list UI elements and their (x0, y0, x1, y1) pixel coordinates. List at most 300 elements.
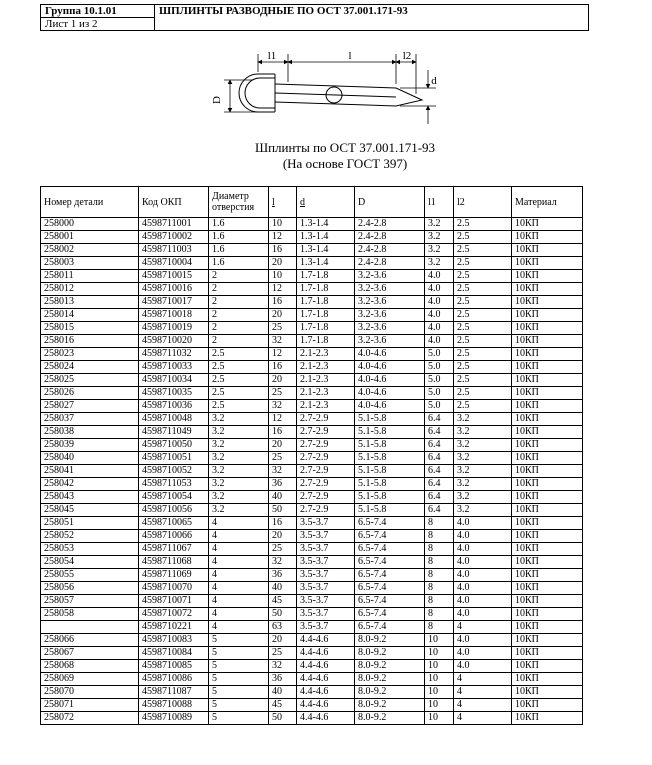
cell-okp-code: 4598710056 (139, 504, 209, 517)
cell-D: 6.5-7.4 (355, 530, 425, 543)
cell-d: 1.3-1.4 (297, 257, 355, 270)
cell-length: 16 (269, 296, 297, 309)
cell-D: 5.1-5.8 (355, 491, 425, 504)
cell-l1: 3.2 (425, 231, 454, 244)
cell-l2: 4.0 (454, 556, 512, 569)
cell-l2: 4.0 (454, 647, 512, 660)
cell-l2: 2.5 (454, 348, 512, 361)
cell-hole-diameter: 2 (209, 322, 269, 335)
table-row (41, 660, 583, 673)
table-row (41, 608, 583, 621)
cell-l1: 5.0 (425, 387, 454, 400)
cell-okp-code: 4598710018 (139, 309, 209, 322)
table-row (41, 699, 583, 712)
cell-d: 2.7-2.9 (297, 452, 355, 465)
cell-hole-diameter: 1.6 (209, 231, 269, 244)
cell-material: 10КП (512, 439, 583, 452)
cell-part-number: 258014 (41, 309, 139, 322)
cell-length: 12 (269, 283, 297, 296)
cell-hole-diameter: 3.2 (209, 439, 269, 452)
cell-part-number: 258039 (41, 439, 139, 452)
cell-d: 4.4-4.6 (297, 699, 355, 712)
cell-length: 40 (269, 491, 297, 504)
cell-l1: 6.4 (425, 452, 454, 465)
cell-l1: 6.4 (425, 478, 454, 491)
cell-hole-diameter: 1.6 (209, 257, 269, 270)
cell-length: 45 (269, 595, 297, 608)
cell-hole-diameter: 4 (209, 556, 269, 569)
cell-part-number: 258023 (41, 348, 139, 361)
cell-part-number: 258038 (41, 426, 139, 439)
cell-length: 63 (269, 621, 297, 634)
cell-okp-code: 4598711032 (139, 348, 209, 361)
label-d: d (431, 75, 437, 87)
cell-part-number: 258042 (41, 478, 139, 491)
cell-part-number: 258024 (41, 361, 139, 374)
cell-d: 3.5-3.7 (297, 569, 355, 582)
table-row (41, 348, 583, 361)
cell-okp-code: 4598710033 (139, 361, 209, 374)
cell-hole-diameter: 2.5 (209, 361, 269, 374)
cell-okp-code: 4598710086 (139, 673, 209, 686)
cell-l2: 2.5 (454, 335, 512, 348)
cell-D: 5.1-5.8 (355, 504, 425, 517)
table-row (41, 491, 583, 504)
cell-D: 6.5-7.4 (355, 543, 425, 556)
cell-D: 5.1-5.8 (355, 478, 425, 491)
cell-l1: 3.2 (425, 218, 454, 231)
cell-length: 32 (269, 400, 297, 413)
cell-l1: 6.4 (425, 413, 454, 426)
cell-okp-code: 4598710020 (139, 335, 209, 348)
cell-okp-code: 4598710051 (139, 452, 209, 465)
label-D: D (211, 96, 223, 104)
cell-d: 2.7-2.9 (297, 465, 355, 478)
cell-D: 6.5-7.4 (355, 608, 425, 621)
cell-material: 10КП (512, 504, 583, 517)
cell-length: 25 (269, 647, 297, 660)
cell-okp-code: 4598710065 (139, 517, 209, 530)
cell-hole-diameter: 4 (209, 595, 269, 608)
cell-d: 1.7-1.8 (297, 270, 355, 283)
cell-length: 32 (269, 556, 297, 569)
cell-material: 10КП (512, 361, 583, 374)
col-okp-code: Код ОКП (139, 187, 209, 218)
cell-D: 4.0-4.6 (355, 348, 425, 361)
cell-l1: 5.0 (425, 348, 454, 361)
cell-material: 10КП (512, 400, 583, 413)
cell-d: 2.7-2.9 (297, 426, 355, 439)
cell-hole-diameter: 1.6 (209, 244, 269, 257)
cell-part-number: 258053 (41, 543, 139, 556)
cell-material: 10КП (512, 335, 583, 348)
cell-hole-diameter: 4 (209, 517, 269, 530)
cell-l2: 4 (454, 686, 512, 699)
specification-table (40, 186, 583, 725)
cell-okp-code: 4598711053 (139, 478, 209, 491)
cell-d: 3.5-3.7 (297, 556, 355, 569)
table-row (41, 322, 583, 335)
cell-part-number: 258055 (41, 569, 139, 582)
cell-okp-code: 4598710221 (139, 621, 209, 634)
cell-l2: 4.0 (454, 660, 512, 673)
cell-length: 25 (269, 452, 297, 465)
cell-okp-code: 4598710066 (139, 530, 209, 543)
cell-l2: 2.5 (454, 231, 512, 244)
cell-material: 10КП (512, 218, 583, 231)
cell-l1: 8 (425, 582, 454, 595)
cell-d: 2.1-2.3 (297, 348, 355, 361)
cell-part-number: 258011 (41, 270, 139, 283)
cell-length: 32 (269, 465, 297, 478)
cell-d: 2.7-2.9 (297, 478, 355, 491)
cell-part-number: 258015 (41, 322, 139, 335)
col-l1: l1 (425, 187, 454, 218)
cell-l2: 2.5 (454, 374, 512, 387)
cell-l2: 4.0 (454, 595, 512, 608)
table-row (41, 231, 583, 244)
cell-l2: 4.0 (454, 608, 512, 621)
cell-hole-diameter: 5 (209, 660, 269, 673)
cell-hole-diameter: 5 (209, 699, 269, 712)
cell-material: 10КП (512, 634, 583, 647)
cell-l2: 4.0 (454, 582, 512, 595)
cell-part-number: 258056 (41, 582, 139, 595)
cell-l2: 4.0 (454, 634, 512, 647)
cell-length: 10 (269, 270, 297, 283)
cell-part-number: 258026 (41, 387, 139, 400)
cell-l1: 8 (425, 517, 454, 530)
cell-length: 50 (269, 504, 297, 517)
cell-okp-code: 4598710035 (139, 387, 209, 400)
cell-hole-diameter: 5 (209, 647, 269, 660)
label-l2: l2 (402, 50, 412, 62)
cell-D: 4.0-4.6 (355, 374, 425, 387)
cell-material: 10КП (512, 621, 583, 634)
cell-part-number: 258051 (41, 517, 139, 530)
table-header-row (41, 187, 583, 218)
cell-D: 3.2-3.6 (355, 322, 425, 335)
drawing-caption: Шплинты по ОСТ 37.001.171-93 (254, 140, 436, 155)
table-row (41, 569, 583, 582)
cell-d: 1.7-1.8 (297, 322, 355, 335)
cell-length: 16 (269, 244, 297, 257)
cell-d: 2.7-2.9 (297, 504, 355, 517)
cell-l2: 4 (454, 673, 512, 686)
cell-D: 2.4-2.8 (355, 244, 425, 257)
table-row (41, 218, 583, 231)
table-row (41, 621, 583, 634)
cell-l2: 4 (454, 621, 512, 634)
cell-l1: 4.0 (425, 270, 454, 283)
cell-d: 4.4-4.6 (297, 647, 355, 660)
cell-d: 3.5-3.7 (297, 621, 355, 634)
table-row (41, 374, 583, 387)
cell-l1: 3.2 (425, 244, 454, 257)
cell-l2: 2.5 (454, 257, 512, 270)
cell-okp-code: 4598711087 (139, 686, 209, 699)
cell-l2: 2.5 (454, 283, 512, 296)
cell-okp-code: 4598710088 (139, 699, 209, 712)
cell-D: 8.0-9.2 (355, 699, 425, 712)
col-d: d (297, 187, 355, 218)
cell-l1: 4.0 (425, 296, 454, 309)
cell-material: 10КП (512, 322, 583, 335)
cell-part-number: 258027 (41, 400, 139, 413)
cell-d: 1.7-1.8 (297, 296, 355, 309)
cell-part-number: 258072 (41, 712, 139, 725)
cell-part-number: 258037 (41, 413, 139, 426)
cell-l1: 4.0 (425, 283, 454, 296)
cell-D: 8.0-9.2 (355, 647, 425, 660)
cell-material: 10КП (512, 686, 583, 699)
cell-length: 50 (269, 608, 297, 621)
table-row (41, 465, 583, 478)
cell-part-number: 258057 (41, 595, 139, 608)
cell-hole-diameter: 2 (209, 296, 269, 309)
cell-D: 6.5-7.4 (355, 517, 425, 530)
cell-part-number: 258003 (41, 257, 139, 270)
cell-d: 4.4-4.6 (297, 712, 355, 725)
cell-hole-diameter: 3.2 (209, 426, 269, 439)
col-hole-diameter: Диаметр отверстия (209, 187, 269, 218)
cell-hole-diameter: 3.2 (209, 413, 269, 426)
cell-D: 8.0-9.2 (355, 686, 425, 699)
table-row (41, 595, 583, 608)
cell-d: 3.5-3.7 (297, 530, 355, 543)
cell-l2: 3.2 (454, 491, 512, 504)
cell-material: 10КП (512, 569, 583, 582)
cell-okp-code: 4598710070 (139, 582, 209, 595)
cell-D: 2.4-2.8 (355, 257, 425, 270)
cell-okp-code: 4598710084 (139, 647, 209, 660)
cell-okp-code: 4598711049 (139, 426, 209, 439)
cell-l2: 4.0 (454, 530, 512, 543)
cell-okp-code: 4598710054 (139, 491, 209, 504)
cell-hole-diameter: 3.2 (209, 465, 269, 478)
cell-material: 10КП (512, 257, 583, 270)
cell-length: 25 (269, 387, 297, 400)
col-material: Материал (512, 187, 583, 218)
table-row (41, 517, 583, 530)
cell-hole-diameter: 3.2 (209, 491, 269, 504)
sheet-number: Лист 1 из 2 (41, 18, 155, 31)
cell-l2: 3.2 (454, 426, 512, 439)
cell-length: 36 (269, 673, 297, 686)
cell-part-number: 258052 (41, 530, 139, 543)
cell-D: 2.4-2.8 (355, 231, 425, 244)
cell-length: 40 (269, 686, 297, 699)
cell-l1: 10 (425, 647, 454, 660)
cell-part-number: 258071 (41, 699, 139, 712)
col-l2: l2 (454, 187, 512, 218)
cell-okp-code: 4598711068 (139, 556, 209, 569)
table-row (41, 686, 583, 699)
cell-part-number: 258054 (41, 556, 139, 569)
table-row (41, 582, 583, 595)
table-row (41, 426, 583, 439)
cell-okp-code: 4598710002 (139, 231, 209, 244)
cell-l1: 10 (425, 660, 454, 673)
cell-part-number: 258000 (41, 218, 139, 231)
cell-okp-code: 4598710048 (139, 413, 209, 426)
cell-hole-diameter: 5 (209, 686, 269, 699)
cell-okp-code: 4598711001 (139, 218, 209, 231)
cell-length: 12 (269, 231, 297, 244)
cell-D: 8.0-9.2 (355, 660, 425, 673)
cell-hole-diameter: 2 (209, 283, 269, 296)
cell-part-number: 258066 (41, 634, 139, 647)
cell-okp-code: 4598710083 (139, 634, 209, 647)
cell-part-number: 258016 (41, 335, 139, 348)
table-row (41, 400, 583, 413)
cell-okp-code: 4598710050 (139, 439, 209, 452)
cell-length: 45 (269, 699, 297, 712)
cell-part-number: 258040 (41, 452, 139, 465)
table-row (41, 712, 583, 725)
cell-material: 10КП (512, 530, 583, 543)
cell-okp-code: 4598710019 (139, 322, 209, 335)
cell-l2: 4 (454, 699, 512, 712)
cell-l2: 2.5 (454, 270, 512, 283)
cell-material: 10КП (512, 673, 583, 686)
cell-l2: 2.5 (454, 400, 512, 413)
cell-length: 20 (269, 309, 297, 322)
cell-l1: 8 (425, 530, 454, 543)
cell-D: 4.0-4.6 (355, 387, 425, 400)
cell-l1: 10 (425, 673, 454, 686)
cell-okp-code: 4598711003 (139, 244, 209, 257)
cell-part-number: 258012 (41, 283, 139, 296)
cell-okp-code: 4598710085 (139, 660, 209, 673)
table-row (41, 556, 583, 569)
cell-part-number: 258069 (41, 673, 139, 686)
table-row (41, 387, 583, 400)
cell-okp-code: 4598710071 (139, 595, 209, 608)
cell-d: 1.7-1.8 (297, 335, 355, 348)
cell-okp-code: 4598710004 (139, 257, 209, 270)
cell-D: 6.5-7.4 (355, 621, 425, 634)
cell-D: 8.0-9.2 (355, 673, 425, 686)
cell-l2: 2.5 (454, 322, 512, 335)
table-row (41, 634, 583, 647)
cell-l1: 10 (425, 712, 454, 725)
cell-part-number: 258068 (41, 660, 139, 673)
cell-l2: 2.5 (454, 244, 512, 257)
cell-l1: 10 (425, 634, 454, 647)
table-row (41, 543, 583, 556)
cell-D: 4.0-4.6 (355, 361, 425, 374)
document-title: ШПЛИНТЫ РАЗВОДНЫЕ ПО ОСТ 37.001.171-93 (155, 5, 589, 31)
cell-d: 3.5-3.7 (297, 543, 355, 556)
pin-outline (239, 74, 422, 112)
cell-okp-code: 4598711067 (139, 543, 209, 556)
cell-D: 3.2-3.6 (355, 270, 425, 283)
cell-l1: 6.4 (425, 491, 454, 504)
cell-okp-code: 4598710052 (139, 465, 209, 478)
cell-l1: 5.0 (425, 400, 454, 413)
table-row (41, 504, 583, 517)
cell-d: 1.3-1.4 (297, 244, 355, 257)
cell-hole-diameter: 4 (209, 582, 269, 595)
label-l: l (348, 50, 352, 62)
cell-material: 10КП (512, 517, 583, 530)
cell-hole-diameter: 4 (209, 621, 269, 634)
table-row (41, 478, 583, 491)
cell-hole-diameter: 5 (209, 634, 269, 647)
table-row (41, 309, 583, 322)
cell-D: 5.1-5.8 (355, 439, 425, 452)
cell-hole-diameter: 2.5 (209, 374, 269, 387)
cell-material: 10КП (512, 452, 583, 465)
cell-length: 20 (269, 439, 297, 452)
cell-l1: 4.0 (425, 322, 454, 335)
cell-length: 16 (269, 517, 297, 530)
cell-material: 10КП (512, 608, 583, 621)
cell-d: 2.7-2.9 (297, 413, 355, 426)
cell-l2: 3.2 (454, 452, 512, 465)
cell-okp-code: 4598711069 (139, 569, 209, 582)
cell-l1: 6.4 (425, 504, 454, 517)
cell-length: 40 (269, 582, 297, 595)
cell-material: 10КП (512, 660, 583, 673)
cell-l1: 8 (425, 556, 454, 569)
table-row (41, 413, 583, 426)
cell-l1: 8 (425, 569, 454, 582)
cell-hole-diameter: 2.5 (209, 348, 269, 361)
cell-part-number: 258041 (41, 465, 139, 478)
cell-d: 2.1-2.3 (297, 400, 355, 413)
cell-material: 10КП (512, 387, 583, 400)
cell-l2: 2.5 (454, 361, 512, 374)
cell-l2: 3.2 (454, 439, 512, 452)
cell-hole-diameter: 2.5 (209, 387, 269, 400)
cell-d: 4.4-4.6 (297, 686, 355, 699)
cell-D: 8.0-9.2 (355, 712, 425, 725)
cell-length: 20 (269, 530, 297, 543)
cell-length: 20 (269, 634, 297, 647)
cell-length: 32 (269, 335, 297, 348)
cell-material: 10КП (512, 283, 583, 296)
cell-okp-code: 4598710036 (139, 400, 209, 413)
table-row (41, 361, 583, 374)
cell-hole-diameter: 4 (209, 569, 269, 582)
table-row (41, 244, 583, 257)
cell-l2: 4.0 (454, 543, 512, 556)
cell-l2: 3.2 (454, 413, 512, 426)
cell-length: 12 (269, 413, 297, 426)
cell-d: 2.1-2.3 (297, 361, 355, 374)
cell-part-number: 258067 (41, 647, 139, 660)
label-l1: l1 (267, 50, 277, 62)
cell-part-number: 258025 (41, 374, 139, 387)
cell-part-number: 258058 (41, 608, 139, 621)
cell-l1: 8 (425, 621, 454, 634)
cell-l1: 5.0 (425, 361, 454, 374)
cell-part-number: 258001 (41, 231, 139, 244)
table-row (41, 452, 583, 465)
cell-okp-code: 4598710017 (139, 296, 209, 309)
cell-hole-diameter: 2.5 (209, 400, 269, 413)
cell-hole-diameter: 4 (209, 543, 269, 556)
cell-part-number: 258013 (41, 296, 139, 309)
table-row (41, 335, 583, 348)
cell-length: 36 (269, 478, 297, 491)
cell-l2: 3.2 (454, 504, 512, 517)
cell-D: 6.5-7.4 (355, 556, 425, 569)
cell-l1: 6.4 (425, 439, 454, 452)
cell-l1: 8 (425, 543, 454, 556)
